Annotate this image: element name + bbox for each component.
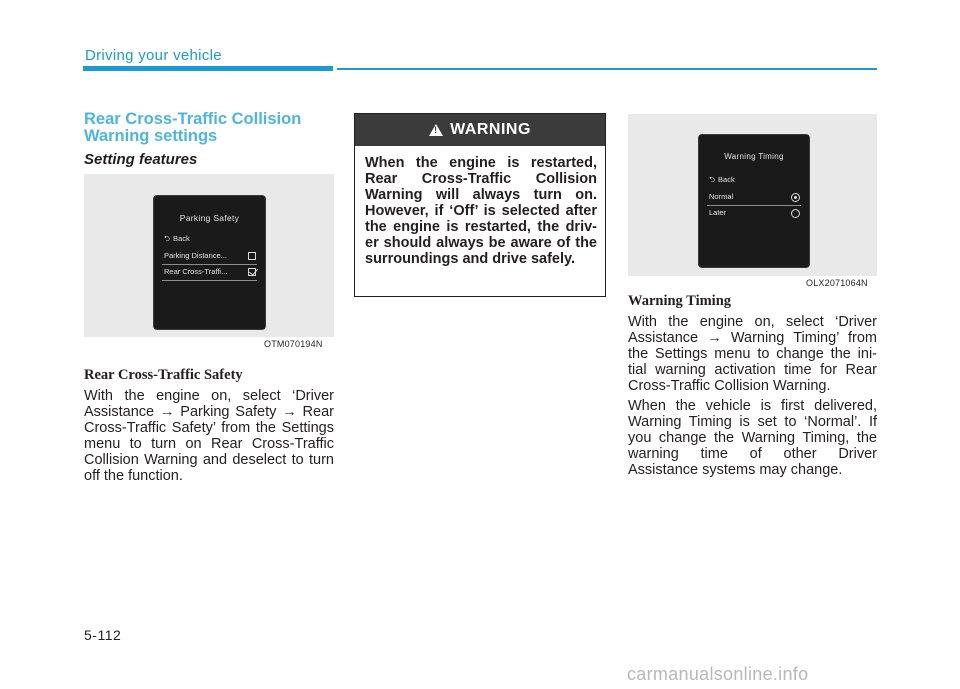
screen-option-label: Normal xyxy=(709,192,734,201)
screen-option-label: Later xyxy=(709,208,727,217)
screen-back-row xyxy=(707,173,801,187)
timing-body-1: With the engine on, select ‘Driver Assistance → Warning Timing’ from the Settings menu to change the ini-tial warning activation time for Rear Cross-Traffic Collision Warning. xyxy=(628,314,877,394)
section-title: Rear Cross-Traffic Collision Warning settings xyxy=(84,110,302,145)
radio-selected-icon xyxy=(791,193,800,202)
back-arrow-icon: ⮌ xyxy=(164,234,171,243)
timing-title: Warning Timing xyxy=(628,293,732,309)
warning-triangle-icon xyxy=(429,124,443,136)
right-image-code: OLX2071064N xyxy=(806,278,868,288)
left-image-code: OTM070194N xyxy=(264,339,323,349)
timing-body-2: When the vehicle is first delivered, Warning Timing is set to ‘Normal’. If you change the Warning Timing, the warning time of other Driver Assistance systems may change. xyxy=(628,398,877,478)
screen-divider xyxy=(162,280,257,281)
cluster-screen xyxy=(698,134,810,268)
checkbox-icon xyxy=(248,252,256,260)
back-arrow-icon: ⮌ xyxy=(709,175,716,184)
screen-menu-item xyxy=(162,249,257,263)
screen-menu-item-label: Rear Cross-Traffi... xyxy=(164,267,228,276)
warning-box xyxy=(354,113,606,297)
parking-safety-image xyxy=(84,174,334,337)
watermark: carmanualsonline.info xyxy=(627,664,809,684)
screen-menu-item xyxy=(162,265,257,279)
header-rule-thin xyxy=(337,68,877,70)
cluster-screen xyxy=(153,195,266,330)
warning-timing-image xyxy=(628,114,877,276)
warning-body: When the engine is restarted, Rear Cross-Traffic Collision Warning will always turn on. However, if ‘Off’ is selected after the engine is restarted, the driv-er should always be aware of the surroundings and drive safely. xyxy=(365,155,597,267)
screen-option xyxy=(707,190,801,204)
screen-title: Warning Timing xyxy=(724,152,784,161)
screen-option xyxy=(707,206,801,220)
screen-back-row xyxy=(162,232,257,246)
warning-heading: WARNING xyxy=(450,121,531,138)
screen-menu-item-label: Parking Distance... xyxy=(164,251,227,260)
screen-back-label: Back xyxy=(718,175,735,184)
radio-unselected-icon xyxy=(791,209,800,218)
screen-title: Parking Safety xyxy=(179,213,240,223)
checked-checkbox-icon xyxy=(248,268,256,276)
header-rule-thick xyxy=(83,66,333,71)
warning-header xyxy=(355,114,605,146)
rcts-title: Rear Cross-Traffic Safety xyxy=(84,367,243,383)
section-subtitle: Setting features xyxy=(84,151,198,168)
screen-back-label: Back xyxy=(173,234,190,243)
page-number: 5-112 xyxy=(84,627,122,643)
rcts-body: With the engine on, select ‘Driver Assistance → Parking Safety → Rear Cross-Traffic Safety’ from the Settings menu to turn on Rear Cross-Traffic Collision Warning and deselect to turn off the function. xyxy=(84,388,334,484)
header-title: Driving your vehicle xyxy=(85,47,222,64)
